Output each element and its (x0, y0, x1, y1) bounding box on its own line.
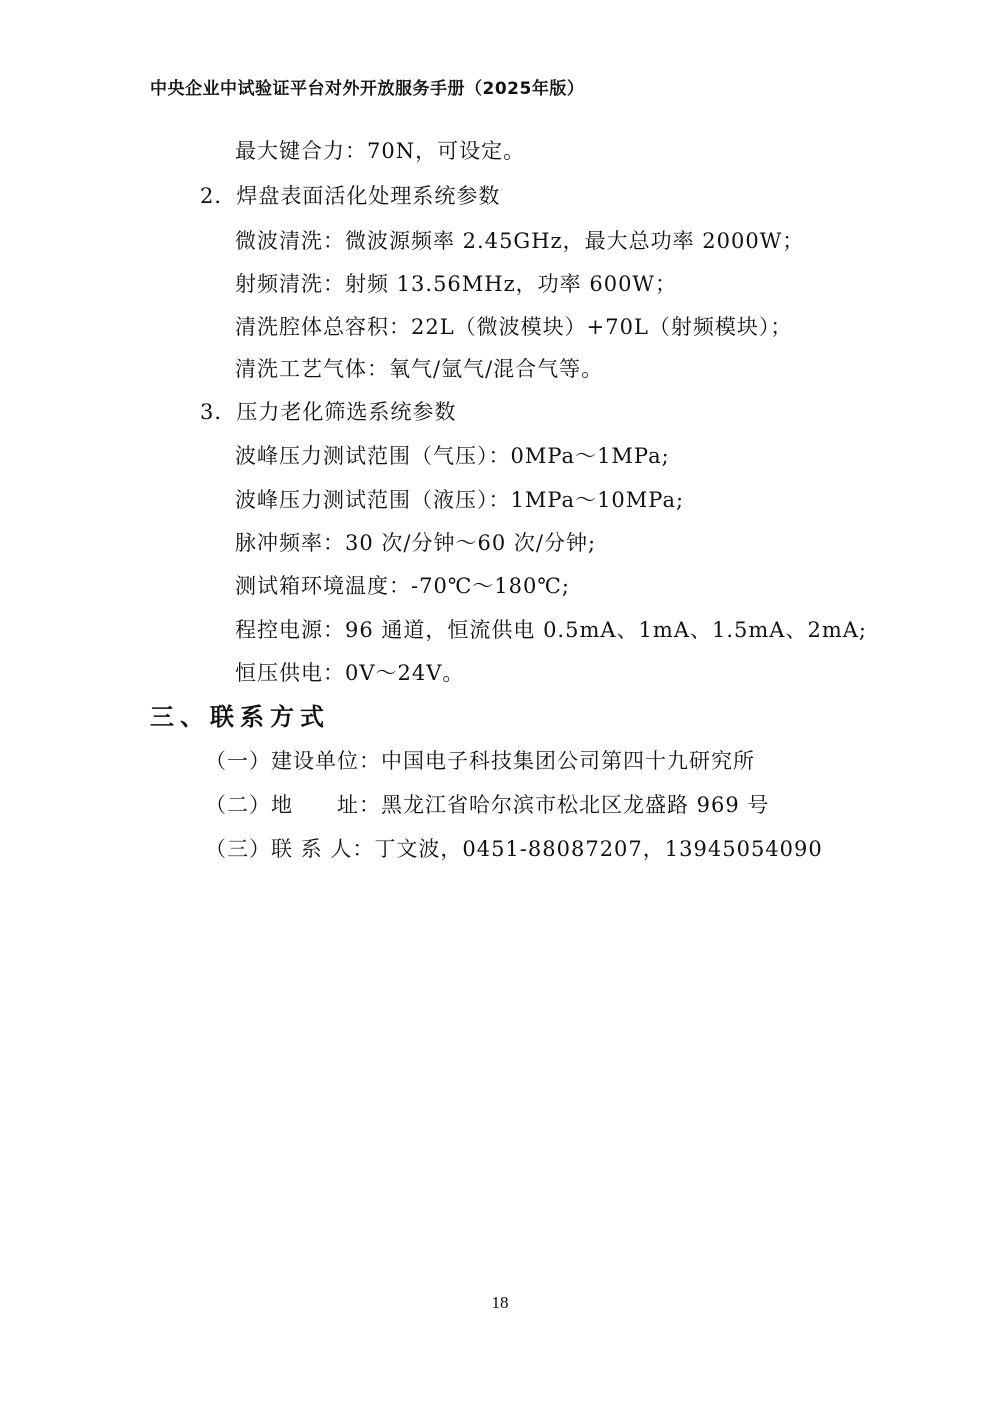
item2-heading: 2．焊盘表面活化处理系统参数 (200, 184, 501, 208)
item2-line-2: 射频清洗：射频 13.56MHz，功率 600W； (235, 272, 678, 296)
item2-line-1: 微波清洗：微波源频率 2.45GHz，最大总功率 2000W； (235, 229, 805, 253)
section-contact-title: 三、联系方式 (150, 703, 330, 731)
bonding-force-line: 最大键合力：70N，可设定。 (235, 139, 526, 163)
item3-line-2: 波峰压力测试范围（液压）：1MPa～10MPa; (235, 488, 685, 512)
item2-line-3: 清洗腔体总容积：22L（微波模块）+70L（射频模块）； (235, 315, 793, 339)
contact-unit: （一）建设单位：中国电子科技集团公司第四十九研究所 (205, 749, 755, 773)
item3-line-1: 波峰压力测试范围（气压）：0MPa～1MPa; (235, 444, 670, 468)
contact-address: （二）地 址：黑龙江省哈尔滨市松北区龙盛路 969 号 (205, 793, 770, 817)
item3-line-5: 程控电源：96 通道，恒流供电 0.5mA、1mA、1.5mA、2mA; (235, 618, 867, 642)
page-header: 中央企业中试验证平台对外开放服务手册（2025年版） (150, 79, 585, 99)
item3-heading: 3．压力老化筛选系统参数 (200, 400, 457, 424)
item3-line-6: 恒压供电：0V～24V。 (235, 661, 465, 685)
item3-line-3: 脉冲频率：30 次/分钟～60 次/分钟; (235, 531, 597, 555)
item3-line-4: 测试箱环境温度：-70℃～180℃; (235, 574, 570, 598)
item2-line-4: 清洗工艺气体：氧气/氩气/混合气等。 (235, 357, 604, 381)
contact-person: （三）联 系 人：丁文波，0451-88087207，13945054090 (205, 837, 823, 861)
page-number: 18 (491, 1293, 509, 1312)
